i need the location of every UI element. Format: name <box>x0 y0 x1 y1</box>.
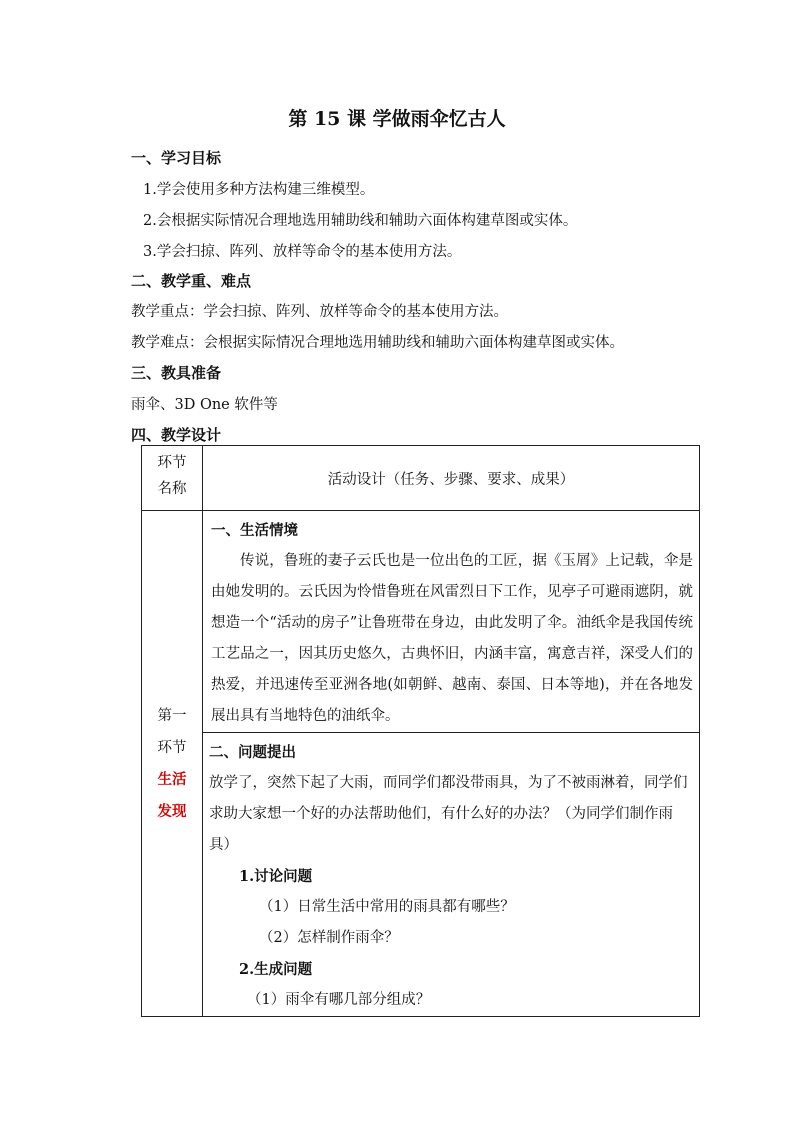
problem-text: 放学了，突然下起了大雨，而同学们都没带雨具，为了不被雨淋着，同学们求助大家想一个好的办法帮助他们，有什么好的办法？（为同学们制作雨具） <box>209 775 688 853</box>
objective-item-1: 1.学会使用多种方法构建三维模型。 <box>143 182 375 198</box>
objective-item-2: 2.会根据实际情况合理地选用辅助线和辅助六面体构建草图或实体。 <box>143 213 578 229</box>
section-heading-key-points: 二、教学重、难点 <box>131 272 252 290</box>
page-title: 第 15 课 学做雨伞忆古人 <box>288 108 506 130</box>
header-stage-line1: 环节 <box>157 455 187 471</box>
problem-heading: 二、问题提出 <box>209 744 296 761</box>
generate-heading: 2.生成问题 <box>239 961 313 978</box>
header-activity-design: 活动设计（任务、步骤、要求、成果） <box>203 446 700 511</box>
stage-label-line1: 第一 <box>157 707 187 724</box>
table-row-stage-1b <box>142 733 700 1017</box>
stage-label-line2: 环节 <box>157 739 187 756</box>
difficult-point-text: 教学难点：会根据实际情况合理地选用辅助线和辅助六面体构建草图或实体。 <box>131 335 624 351</box>
header-stage-line2: 名称 <box>157 481 187 497</box>
discuss-heading: 1.讨论问题 <box>239 868 313 885</box>
key-point-text: 教学重点：学会扫掠、阵列、放样等命令的基本使用方法。 <box>131 304 508 320</box>
discuss-question-1: （1）日常生活中常用的雨具都有哪些？ <box>259 899 515 915</box>
stage-title-line1: 生活 <box>157 770 187 788</box>
section-heading-materials: 三、教具准备 <box>131 364 222 382</box>
discuss-question-2: （2）怎样制作雨伞？ <box>259 930 399 946</box>
stage-cell <box>142 511 203 1017</box>
objective-item-3: 3.学会扫掠、阵列、放样等命令的基本使用方法。 <box>143 244 462 260</box>
section-heading-design: 四、教学设计 <box>131 426 222 444</box>
generate-question-1: （1）雨伞有哪几部分组成？ <box>247 992 431 1008</box>
section-heading-objectives: 一、学习目标 <box>131 149 222 167</box>
materials-text: 雨伞、3D One 软件等 <box>131 397 278 413</box>
life-scenario-text: 传说，鲁班的妻子云氏也是一位出色的工匠，据《玉屑》上记载，伞是由她发明的。云氏因为怜惜鲁班在风雷烈日下工作，见亭子可避雨遮阴，就想造一个“活动的房子”让鲁班带在身边，由此发明了伞。油纸伞是我国传统工艺品之一，因其历史悠久，古典怀旧，内涵丰富，寓意吉祥，深受人们的热爱，并迅速传至亚洲各地(如朝鲜、越南、泰国、日本等地)，并在各地发展出具有当地特色的油纸伞。 <box>211 553 693 724</box>
header-stage-name <box>142 446 203 511</box>
table-row-stage-1a <box>142 511 700 733</box>
life-scenario-heading: 一、生活情境 <box>211 522 298 539</box>
table-header-row <box>142 446 700 511</box>
problem-cell <box>203 733 700 1017</box>
life-scenario-cell <box>203 511 700 733</box>
stage-title-line2: 发现 <box>157 802 187 820</box>
lesson-design-table <box>141 445 700 1017</box>
